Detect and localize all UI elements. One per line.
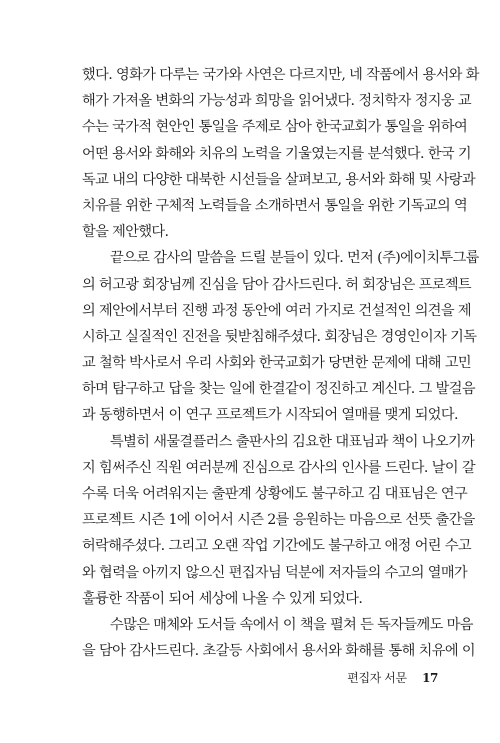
paragraph-4 [82, 612, 475, 664]
body-text [82, 62, 479, 664]
text-line: 시하고 실질적인 진전을 뒷받침해주셨다. 회장님은 경영인이자 기독 [82, 328, 477, 345]
text-line: 해가 가져올 변화의 가능성과 희망을 읽어냈다. 정치학자 정지웅 교 [82, 93, 472, 110]
text-line: 치유를 위한 구체적 노력들을 소개하면서 통일을 위한 기독교의 역 [82, 197, 468, 214]
paragraph-3 [82, 429, 475, 612]
text-line: 수많은 매체와 도서들 속에서 이 책을 펼쳐 든 독자들께도 마음 [110, 616, 473, 633]
text-line: 프로젝트 시즌 1에 이어서 시즌 2를 응원하는 마음으로 선뜻 출간을 [82, 512, 475, 529]
page-footer [347, 670, 438, 686]
text-line: 어떤 용서와 화해와 치유의 노력을 기울였는지를 분석했다. 한국 기 [82, 145, 472, 162]
text-line: 지 힘써주신 직원 여러분께 진심으로 감사의 인사를 드린다. 날이 갈 [82, 459, 475, 476]
text-line: 하며 탐구하고 답을 찾는 일에 한결같이 정진하고 계신다. 그 발걸음 [82, 381, 475, 398]
page-number: 17 [422, 671, 438, 685]
text-line: 교 철학 박사로서 우리 사회와 한국교회가 당면한 문제에 대해 고민 [82, 355, 472, 372]
paragraph-1 [82, 62, 479, 245]
text-line: 수는 국가적 현안인 통일을 주제로 삼아 한국교회가 통일을 위하여 [82, 119, 468, 136]
text-line: 허락해주셨다. 그리고 오랜 작업 기간에도 불구하고 애정 어린 수고 [82, 538, 472, 555]
text-line: 의 제안에서부터 진행 과정 동안에 여러 가지로 건설적인 의견을 제 [82, 302, 472, 319]
text-line: 특별히 새물결플러스 출판사의 김요한 대표님과 책이 나오기까 [110, 433, 475, 450]
text-line: 끝으로 감사의 말씀을 드릴 분들이 있다. 먼저 (주)에이치투그룹 [110, 250, 479, 267]
text-line: 독교 내의 다양한 대북한 시선들을 살펴보고, 용서와 화해 및 사랑과 [82, 171, 475, 188]
text-line: 을 담아 감사드린다. 초갈등 사회에서 용서와 화해를 통해 치유에 이 [82, 643, 475, 660]
running-footer-title: 편집자 서문 [347, 671, 407, 685]
text-line: 했다. 영화가 다루는 국가와 사연은 다르지만, 네 작품에서 용서와 화 [82, 67, 479, 83]
text-line: 할을 제안했다. [82, 224, 169, 241]
text-line: 의 허고광 회장님께 진심을 담아 감사드린다. 허 회장님은 프로젝트 [82, 276, 472, 293]
text-line: 훌륭한 작품이 되어 세상에 나올 수 있게 되었다. [82, 590, 363, 607]
text-line: 수록 더욱 어려워지는 출판계 상황에도 불구하고 김 대표님은 연구 [82, 486, 468, 502]
text-line: 와 협력을 아끼지 않으신 편집자님 덕분에 저자들의 수고의 열매가 [82, 564, 468, 581]
paragraph-2 [82, 245, 479, 428]
text-line: 과 동행하면서 이 연구 프로젝트가 시작되어 열매를 맺게 되었다. [82, 407, 458, 424]
